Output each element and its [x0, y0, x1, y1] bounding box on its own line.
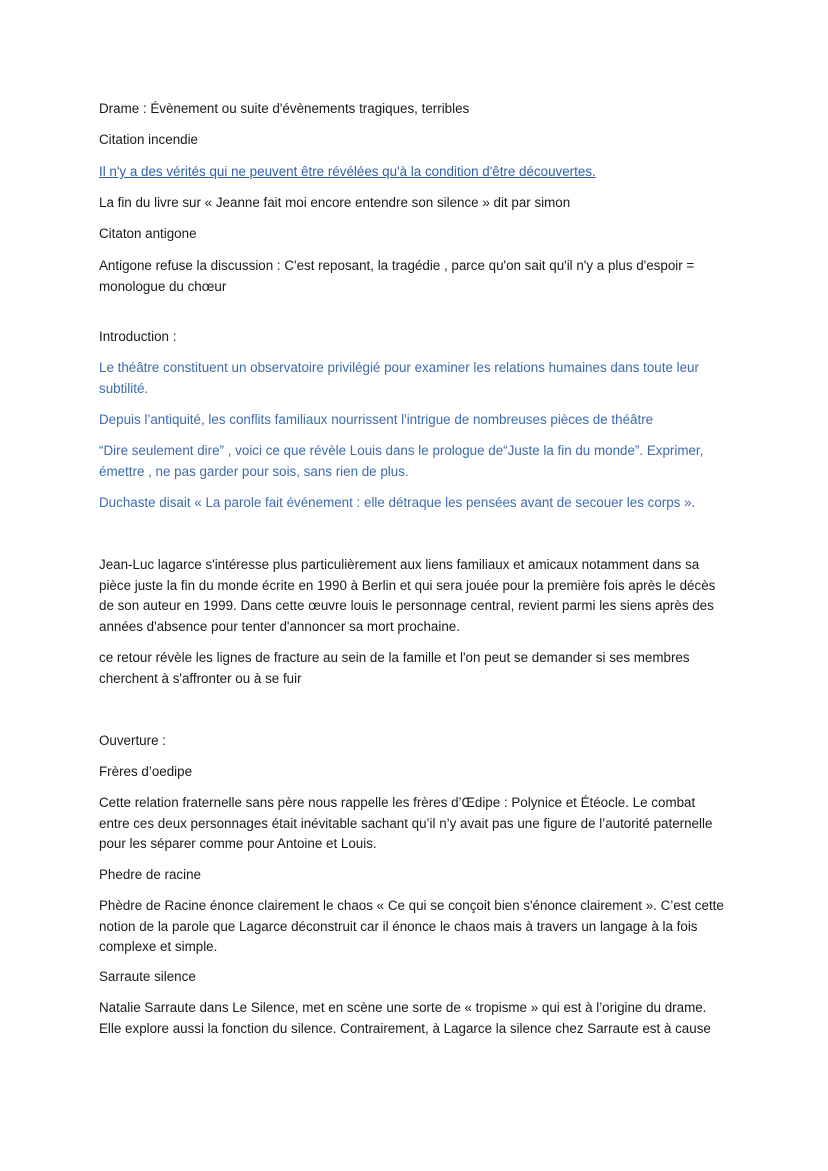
quote-link-verites[interactable]: Il n'y a des vérités qui ne peuvent être révélées qu'à la condition d'être découvertes. — [99, 164, 596, 179]
paragraph-sarraute: Natalie Sarraute dans Le Silence, met en scène une sorte de « tropisme » qui est à l’origine du drame. Elle explore aussi la fonction du silence. Contrairement, à Lagarce la silence chez Sarraute est à cause — [99, 1000, 711, 1036]
paragraph-oedipe: Cette relation fraternelle sans père nous rappelle les frères d’Œdipe : Polynice et Étéocle. Le combat entre ces deux personnages était inévitable sachant qu’il n’y avait pas une figure de l’autorité paternelle pour les séparer comme pour Antoine et Louis. — [99, 795, 713, 851]
intro-antiquite: Depuis l’antiquité, les conflits familiaux nourrissent l'intrigue de nombreuses pièces de théâtre — [99, 412, 654, 427]
heading-sarraute: Sarraute silence — [99, 969, 196, 984]
paragraph-problematique: ce retour révèle les lignes de fracture au sein de la famille et l'on peut se demander si ses membres cherchent à s'affronter ou à se fuir — [99, 650, 690, 686]
paragraph-lagarce: Jean-Luc lagarce s'intéresse plus particulièrement aux liens familiaux et amicaux notamment dans sa pièce juste la fin du monde écrite en 1990 à Berlin et qui sera jouée pour la première fois après le décès de son auteur en 1999. Dans cette œuvre louis le personnage central, revient parmi les siens après des années d'absence pour tenter d'annoncer sa mort prochaine. — [99, 557, 716, 634]
intro-dire-seulement-dire: “Dire seulement dire” , voici ce que révèle Louis dans le prologue de“Juste la fin du monde”. Exprimer, émettre , ne pas garder pour sois, sans rien de plus. — [99, 443, 704, 479]
heading-citation-antigone: Citaton antigone — [99, 226, 197, 241]
heading-ouverture: Ouverture : — [99, 733, 166, 748]
heading-phedre: Phedre de racine — [99, 867, 201, 882]
heading-freres-oedipe: Frères d’oedipe — [99, 764, 193, 779]
definition-drame: Drame : Évènement ou suite d'évènements tragiques, terribles — [99, 101, 470, 116]
heading-introduction: Introduction : — [99, 329, 177, 344]
paragraph-phedre: Phèdre de Racine énonce clairement le chaos « Ce qui se conçoit bien s'énonce clairement ». C’est cette notion de la parole que Lagarce déconstruit car il énonce le chaos mais à travers un langage à la fois complexe et simple. — [99, 898, 724, 954]
heading-citation-incendie: Citation incendie — [99, 132, 199, 147]
intro-theatre: Le théâtre constituent un observatoire privilégié pour examiner les relations humaines dans toute leur subtilité. — [99, 360, 699, 396]
intro-duchaste: Duchaste disait « La parole fait événement : elle détraque les pensées avant de secouer les corps ». — [99, 495, 696, 510]
note-fin-du-livre: La fin du livre sur « Jeanne fait moi encore entendre son silence » dit par simon — [99, 195, 571, 210]
note-antigone: Antigone refuse la discussion : C'est reposant, la tragédie , parce qu'on sait qu'il n'y a plus d'espoir = monologue du chœur — [99, 258, 695, 294]
